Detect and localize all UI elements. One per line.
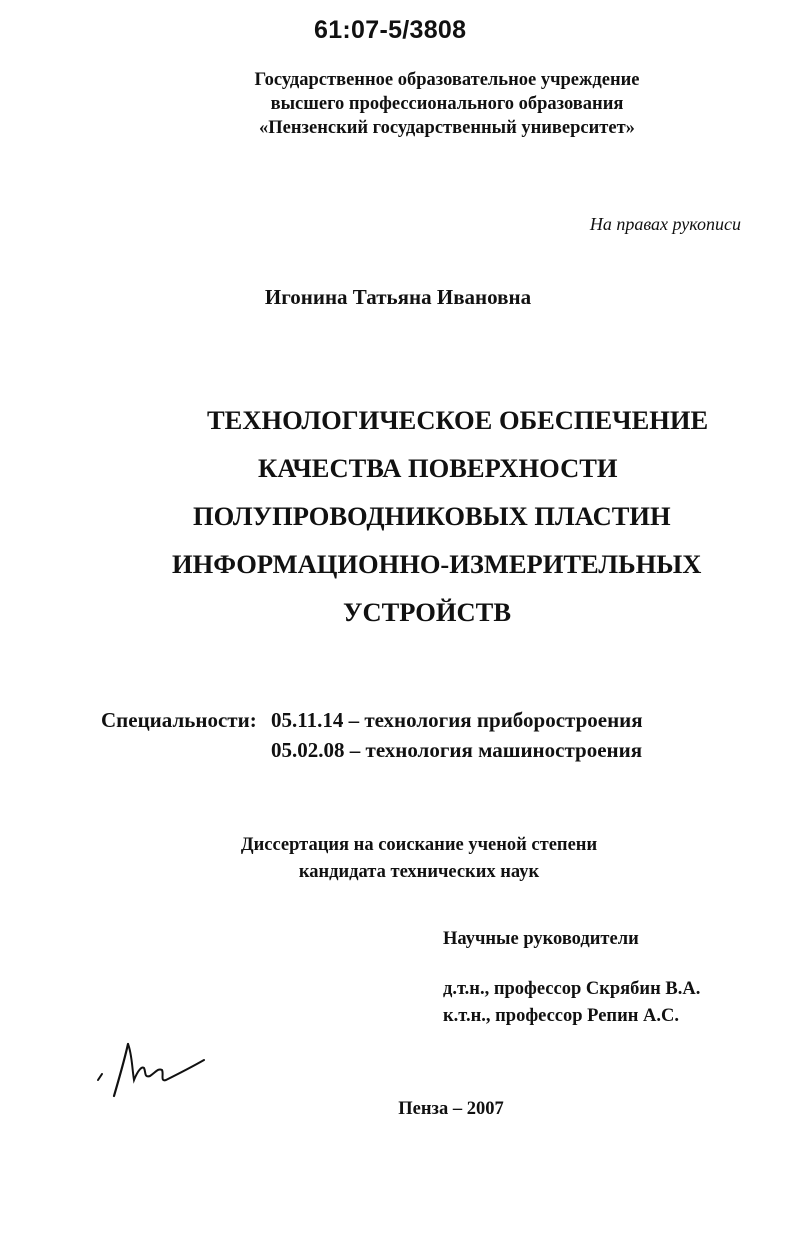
supervisor-item: д.т.н., профессор Скрябин В.А. (443, 979, 701, 999)
specialty-item: 05.02.08 – технология машиностроения (271, 738, 643, 762)
supervisor-item: к.т.н., профессор Репин А.С. (443, 1006, 680, 1026)
institution-block (0, 68, 796, 140)
title-line: УСТРОЙСТВ (343, 597, 512, 627)
institution-line: высшего профессионального образования (270, 94, 624, 114)
dissertation-line: Диссертация на соискание ученой степени (240, 835, 598, 855)
title-line: ИНФОРМАЦИОННО-ИЗМЕРИТЕЛЬНЫХ (172, 549, 702, 579)
dissertation-line: кандидата технических наук (298, 862, 540, 882)
institution-line: Государственное образовательное учреждение (254, 70, 640, 90)
institution-line: «Пензенский государственный университет» (259, 118, 635, 138)
signature-mark (92, 1022, 212, 1102)
supervisors-heading: Научные руководители (443, 929, 639, 949)
city-year-text: Пенза – 2007 (398, 1099, 504, 1119)
title-line: ПОЛУПРОВОДНИКОВЫХ ПЛАСТИН (193, 501, 671, 531)
title-line: КАЧЕСТВА ПОВЕРХНОСТИ (258, 453, 618, 483)
supervisors-list (443, 976, 700, 1030)
city-year (0, 1099, 796, 1120)
specialties-label: Специальности: (101, 708, 257, 732)
author-name: Игонина Татьяна Ивановна (264, 285, 532, 309)
specialty-item: 05.11.14 – технология приборостроения (271, 708, 643, 732)
manuscript-note: На правах рукописи (589, 214, 741, 234)
title-line: ТЕХНОЛОГИЧЕСКОЕ ОБЕСПЕЧЕНИЕ (207, 405, 709, 435)
dissertation-note (0, 832, 796, 886)
catalog-number: 61:07-5/3808 (314, 16, 467, 44)
